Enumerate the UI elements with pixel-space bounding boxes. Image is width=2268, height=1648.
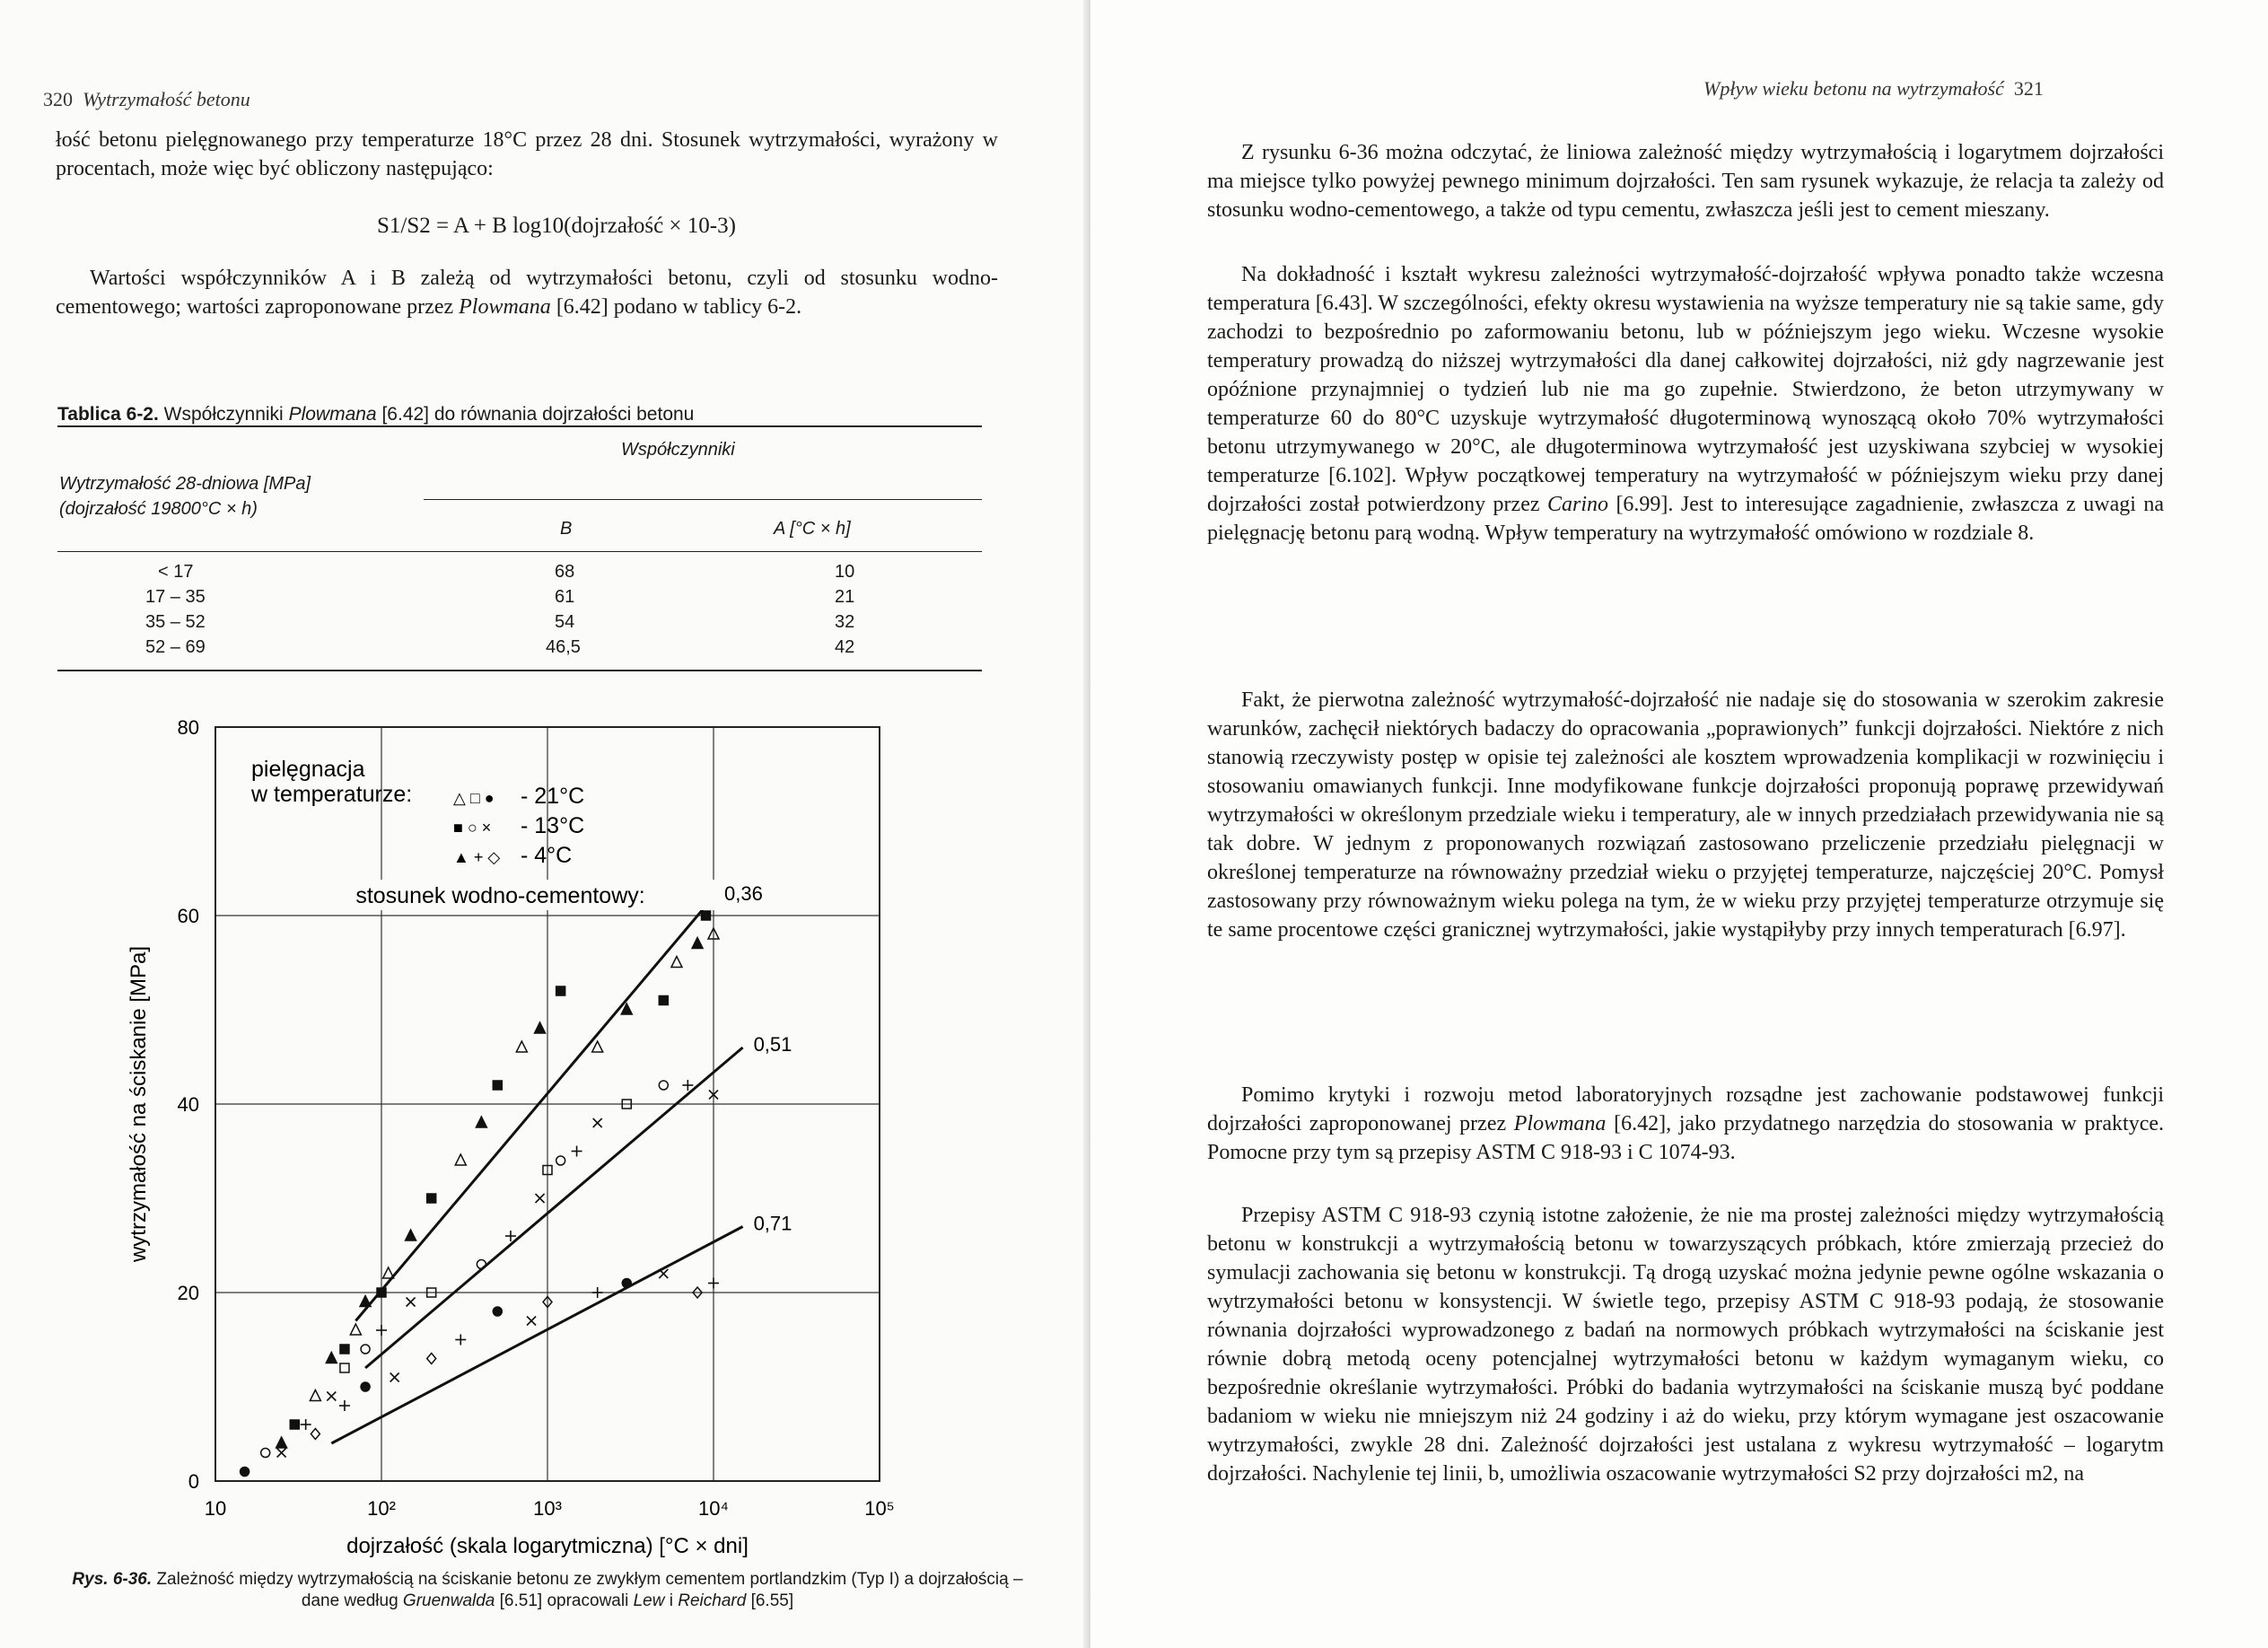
data-point [476, 1117, 486, 1127]
data-point [708, 1278, 719, 1289]
data-point [622, 1279, 631, 1288]
regression-line [331, 1227, 742, 1444]
data-point [350, 1324, 361, 1335]
table-header-rule [57, 551, 982, 552]
paragraph-1: Z rysunku 6-36 można odczytać, że liniowa zależność między wytrzymałością i logarytmem dojrzałości ma miejsce tylko powyżej pewnego minimum dojrzałości. Ten sam rysunek wykazuje, że relacja ta zależy od stosunku wodno-cementowego, a także od typu cementu, zwłaszcza jeśli jest to cement mieszany. [1207, 141, 2164, 222]
data-point [572, 1146, 582, 1157]
series-label: 0,51 [753, 1033, 792, 1056]
right-page [1090, 0, 2268, 1648]
maturity-equation: S1/S2 = A + B log10(dojrzałość × 10-3) [377, 214, 736, 238]
y-tick-label: 40 [177, 1093, 199, 1116]
legend-entry: - 21°C [521, 784, 585, 809]
paragraph-3: Fakt, że pierwotna zależność wytrzymałość-dojrzałość nie nadaje się do stosowania w szerokim zakresie warunków, zachęcił niektórych badaczy do opracowania „poprawionych” funkcji dojrzałości. Niektóre z nich stanowią rzeczywisty postęp w opisie tej zależności ale kosztem wprowadzenia komplikacji w rozwinięciu i stosowaniu omawianych funkcji. Inne modyfikowane funkcje dojrzałości proponują poprawę przewidywań wytrzymałości w określonym przedziale wieku i temperatury, ale w innych przedziałach przewidywania nie są tak dobre. W jednym z proponowanych rozwiązań zastosowano przeliczenie przedziału pielęgnacji w określonej temperaturze na równoważny przedział wieku o przyjętej temperaturze, najczęściej 20°C. Pomysł zastosowany przy równoważnym wieku polega na tym, że w wieku przy przyjętej temperaturze otrzymuje się te same procentowe części granicznej wytrzymałości, jakie wystąpiłyby przy innych temperaturach [6.97]. [1207, 688, 2164, 942]
paragraph-2: Na dokładność i kształt wykresu zależności wytrzymałość-dojrzałość wpływa ponadto także wczesna temperatura [6.43]. W szczególności, efekty okresu wystawienia na wyższe temperatury nie są takie same, gdy zachodzi to bezpośrednio po zaformowaniu betonu, lub w późniejszym jego wieku. Wczesne wysokie temperatury prowadzą do niższej wytrzymałości dla danej całkowitej dojrzałości, niż gdy nagrzewanie jest opóźnione przynajmniej o tydzień lub nie ma go zupełnie. Stwierdzono, że beton utrzymywany w temperaturze 60 do 80°C uzyskuje wytrzymałość długoterminową wynoszącą około 70% wytrzymałości betonu utrzymywanego w 20°C, ale długoterminowa wytrzymałość jest uzyskiwana szybciej w wysokiej temperaturze [6.102]. Wpływ początkowej temperatury na wytrzymałość w późniejszym wieku przy danej dojrzałości został potwierdzony przez Carino [6.99]. Jest to interesujące zagadnienie, zwłaszcza z uwagi na pielęgnację betonu parą wodną. Wpływ temperatury na wytrzymałość omówiono w rozdziale 8. [1207, 263, 2165, 545]
data-point [339, 1400, 350, 1411]
data-point [310, 1390, 320, 1401]
running-title: Wpływ wieku betonu na wytrzymałość [1703, 77, 2004, 100]
series-label: 0,36 [724, 882, 763, 905]
coefficients-paragraph: Wartości współczynników A i B zależą od wytrzymałości betonu, czyli od stosunku wodno-cementowego; wartości zaproponowane przez Plowmana [6.42] podano w tablicy 6-2. [56, 267, 998, 319]
data-point [477, 1260, 486, 1269]
data-point [301, 1419, 311, 1430]
left-page-header [43, 88, 250, 111]
data-point [556, 1156, 565, 1165]
x-tick-label: 10² [367, 1497, 396, 1520]
table-caption: Tablica 6-2. Współczynniki Plowmana [6.42] do równania dojrzałości betonu [57, 404, 695, 425]
running-title: Wytrzymałość betonu [83, 88, 250, 110]
data-point [455, 1154, 466, 1165]
data-point [659, 996, 668, 1005]
regression-line [365, 1048, 743, 1368]
table-row-header-2: (dojrzałość 19800°C × h) [59, 499, 258, 519]
data-point [493, 1081, 502, 1090]
data-point [593, 1118, 602, 1127]
regression-line [355, 897, 714, 1321]
legend-title: pielęgnacja [251, 757, 365, 782]
page-number: 321 [2013, 77, 2044, 100]
table-group-header: Współczynniki [621, 440, 735, 460]
paragraph-5: Przepisy ASTM C 918-93 czynią istotne założenie, że nie ma prostej zależności między wytrzymałością betonu w konstrukcji a wytrzymałością betonu w towarzyszących próbkach, które zmierzają przecież do symulacji zachowania się betonu w konstrukcji. Tą drogą uzyskać można jedynie pewne ogólne wskazania o wytrzymałości betonu w konsystencji. W świetle tego, przepisy ASTM C 918-93 podają, że stosowanie równania dojrzałości wyprowadzonego z badań na normowych próbkach wytrzymałości na ściskanie jest równie dobrą metodą oceny potencjalnej wytrzymałości betonu w każdym wymaganym wieku, co bezpośrednie określanie wytrzymałości. Próbki do badania wytrzymałości na ściskanie muszą być poddane badaniom w wieku nie mniejszym niż 24 godziny i aż do wieku, przy którym wymagane jest oszacowanie wytrzymałości, zwykle 28 dni. Zależność dojrzałości jest ustalana z wykresu wytrzymałość – logarytm dojrzałości. Nachylenie tej linii, b, umożliwia oszacowanie wytrzymałości S2 przy dojrzałości m2, na [1207, 1204, 2164, 1486]
x-tick-label: 10⁴ [698, 1497, 729, 1520]
data-point [326, 1353, 337, 1363]
paragraph-4: Pomimo krytyki i rozwoju metod laboratoryjnych rozsądne jest zachowanie podstawowej funkcji dojrzałości zaproponowanej przez Plowmana [6.42], jako przydatnego narzędzia do stosowania w praktyce. Pomocne przy tym są przepisy ASTM C 918-93 i C 1074-93. [1207, 1083, 2164, 1164]
data-point [527, 1317, 536, 1326]
data-point [659, 1081, 668, 1090]
wc-ratio-title: stosunek wodno-cementowy: [355, 883, 645, 908]
data-point [592, 1041, 603, 1052]
data-point [556, 986, 565, 995]
data-point [327, 1392, 336, 1401]
x-tick-label: 10³ [533, 1497, 562, 1520]
data-point [361, 1345, 370, 1354]
data-point [340, 1345, 349, 1354]
data-point [702, 911, 711, 920]
page-number: 320 [43, 88, 73, 110]
data-point [427, 1354, 436, 1364]
data-point [290, 1420, 299, 1429]
table-col-b: B [560, 519, 573, 539]
intro-paragraph: łość betonu pielęgnowanego przy temperaturze 18°C przez 28 dni. Stosunek wytrzymałości, wyrażony w procentach, może więc być obliczony następująco: [56, 128, 998, 180]
figure-caption: Rys. 6-36. Zależność między wytrzymałością na ściskanie betonu ze zwykłym cementem portlandzkim (Typ I) a dojrzałością – dane według Gruenwalda [6.51] opracowali Lew i Reichard [6.55] [72, 1570, 1023, 1610]
y-tick-label: 60 [177, 905, 199, 927]
data-point [671, 957, 682, 968]
data-point [407, 1298, 416, 1307]
y-axis-label: wytrzymałość na ściskanie [MPa] [127, 945, 151, 1263]
data-point [377, 1288, 386, 1297]
data-point [535, 1022, 546, 1033]
table-row-header-1: Wytrzymałość 28-dniowa [MPa] [59, 474, 311, 494]
data-point [592, 1287, 603, 1298]
series-label: 0,71 [753, 1212, 792, 1235]
maturity-strength-chart [0, 700, 1090, 1562]
data-point [241, 1468, 250, 1477]
legend-entry: - 13°C [521, 813, 585, 838]
data-point [361, 1382, 370, 1391]
data-point [311, 1429, 320, 1440]
data-point [659, 1269, 668, 1278]
left-page: 320 Wytrzymałość betonu łość betonu pielęgnowanego przy temperaturze 18°C przez 28 dni. Stosunek wytrzymałości, wyrażony w procentach, może więc być obliczony następująco: S1/S2 = A + B log10(dojrzałość × 10-3) Wartości współczynników A i B zależą od wytrzymałości betonu, czyli od stosunku wodno-cementowego; wartości zaproponowane przez Plowmana [6.42] podano w tablicy 6-2. Tablica 6-2. Współczynniki Plowmana [6.42] do równania dojrzałości betonu Współczynniki Wytrzymałość 28-dniowa [MPa] (dojrzałość 19800°C × h) B A [°C × h] < 17 68 10 17 – 35 61 21 35 – 52 54 32 52 – 69 46,5 42 0 20 40 60 80 10 10² 10³ 10⁴ 10⁵ dojrzałość (skala logarytmiczna) [°C × dni] wytrzymałość na ściskanie [MPa] 0,36 0,51 0,71 pielęgnacja w temperaturze: △ □ ● - 21°C ■ ○ × - 13°C ▲ + ◇ - 4°C stosunek wodno-cementowy: Rys. 6-36. Zależność między wytrzymałością na ściskanie betonu ze zwykłym cementem portlandzkim (Typ I) a dojrzałością – dane według Gruenwalda [6.51] opracowali Lew i Reichard [6.55] [0, 0, 1090, 1648]
chart-points [241, 911, 719, 1477]
data-point [682, 1080, 693, 1091]
data-point [493, 1307, 502, 1316]
data-point [376, 1325, 387, 1336]
table-group-rule [424, 499, 982, 500]
data-point [427, 1194, 436, 1203]
y-tick-label: 80 [177, 716, 199, 739]
data-point [516, 1041, 527, 1052]
x-tick-label: 10⁵ [864, 1497, 895, 1520]
data-point [455, 1335, 466, 1346]
legend-entry: - 4°C [521, 843, 573, 868]
data-point [277, 1449, 286, 1458]
table-bottom-rule [57, 670, 982, 671]
data-point [276, 1437, 287, 1448]
chart-legend [250, 757, 715, 910]
legend-symbols: ▲ + ◇ [453, 848, 501, 866]
legend-title: w temperaturze: [251, 782, 413, 807]
table-top-rule [57, 425, 982, 427]
chart-regression-lines [331, 882, 792, 1443]
data-point [261, 1449, 270, 1458]
chart-grid [215, 727, 880, 1481]
x-tick-label: 10 [204, 1497, 227, 1520]
legend-symbols: ■ ○ × [453, 819, 492, 837]
data-point [340, 1363, 349, 1372]
data-point [536, 1194, 545, 1203]
data-point [360, 1296, 371, 1307]
data-point [390, 1373, 399, 1382]
data-point [406, 1230, 416, 1240]
y-tick-label: 20 [177, 1282, 199, 1304]
legend-symbols: △ □ ● [453, 789, 495, 807]
data-point [692, 938, 703, 949]
x-axis-label: dojrzałość (skala logarytmiczna) [°C × dni] [346, 1534, 749, 1558]
right-page-header [1703, 77, 2044, 101]
table-col-a: A [°C × h] [774, 519, 851, 539]
y-tick-label: 0 [188, 1470, 199, 1493]
